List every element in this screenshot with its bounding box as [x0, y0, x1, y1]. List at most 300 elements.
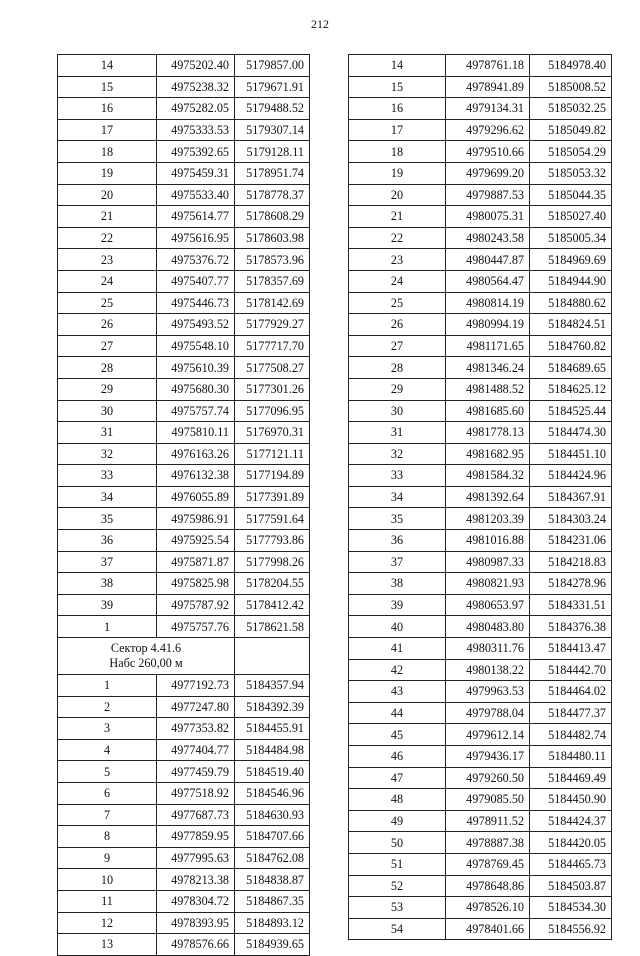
x-coordinate-cell: 4976132.38 — [157, 465, 235, 487]
y-coordinate-cell: 5185054.29 — [530, 141, 612, 163]
sector-depth: Набс 260,00 м — [109, 656, 183, 671]
point-number-cell: 30 — [349, 400, 446, 422]
table-row — [349, 206, 612, 228]
x-coordinate-cell: 4979887.53 — [446, 184, 530, 206]
right-coordinates-table — [348, 54, 612, 940]
y-coordinate-cell: 5184367.91 — [530, 486, 612, 508]
table-row — [349, 119, 612, 141]
table-row — [349, 443, 612, 465]
y-coordinate-cell: 5184484.98 — [235, 739, 310, 761]
x-coordinate-cell: 4975925.54 — [157, 530, 235, 552]
table-row — [349, 227, 612, 249]
point-number-cell: 54 — [349, 918, 446, 940]
y-coordinate-cell: 5177121.11 — [235, 443, 310, 465]
x-coordinate-cell: 4981346.24 — [446, 357, 530, 379]
y-coordinate-cell: 5179307.14 — [235, 119, 310, 141]
point-number-cell: 22 — [58, 227, 157, 249]
point-number-cell: 47 — [349, 767, 446, 789]
point-number-cell: 12 — [58, 912, 157, 934]
y-coordinate-cell: 5184556.92 — [530, 918, 612, 940]
point-number-cell: 29 — [349, 378, 446, 400]
table-row — [349, 810, 612, 832]
table-row — [349, 551, 612, 573]
point-number-cell: 32 — [58, 443, 157, 465]
x-coordinate-cell: 4975376.72 — [157, 249, 235, 271]
x-coordinate-cell: 4975614.77 — [157, 206, 235, 228]
table-row — [58, 292, 310, 314]
table-row — [58, 739, 310, 761]
table-row — [349, 724, 612, 746]
point-number-cell: 28 — [58, 357, 157, 379]
y-coordinate-cell: 5184450.90 — [530, 789, 612, 811]
table-row — [58, 761, 310, 783]
x-coordinate-cell: 4979134.31 — [446, 98, 530, 120]
y-coordinate-cell: 5184525.44 — [530, 400, 612, 422]
table-row — [349, 400, 612, 422]
sector-title: Сектор 4.41.6 — [110, 641, 182, 656]
table-row — [58, 530, 310, 552]
y-coordinate-cell: 5184464.02 — [530, 681, 612, 703]
point-number-cell: 21 — [58, 206, 157, 228]
table-row — [349, 918, 612, 940]
x-coordinate-cell: 4975871.87 — [157, 551, 235, 573]
x-coordinate-cell: 4978761.18 — [446, 55, 530, 77]
point-number-cell: 33 — [349, 465, 446, 487]
x-coordinate-cell: 4979510.66 — [446, 141, 530, 163]
x-coordinate-cell: 4978769.45 — [446, 853, 530, 875]
x-coordinate-cell: 4980447.87 — [446, 249, 530, 271]
x-coordinate-cell: 4979260.50 — [446, 767, 530, 789]
y-coordinate-cell: 5184969.69 — [530, 249, 612, 271]
x-coordinate-cell: 4978393.95 — [157, 912, 235, 934]
x-coordinate-cell: 4977247.80 — [157, 696, 235, 718]
table-row — [58, 422, 310, 444]
y-coordinate-cell: 5184465.73 — [530, 853, 612, 875]
point-number-cell: 20 — [349, 184, 446, 206]
point-number-cell: 16 — [58, 98, 157, 120]
x-coordinate-cell: 4977859.95 — [157, 826, 235, 848]
table-row — [58, 508, 310, 530]
point-number-cell: 50 — [349, 832, 446, 854]
y-coordinate-cell: 5177194.89 — [235, 465, 310, 487]
point-number-cell: 49 — [349, 810, 446, 832]
point-number-cell: 14 — [58, 55, 157, 77]
x-coordinate-cell: 4975986.91 — [157, 508, 235, 530]
table-row — [349, 486, 612, 508]
table-row — [58, 162, 310, 184]
table-row — [58, 55, 310, 77]
y-coordinate-cell: 5178573.96 — [235, 249, 310, 271]
table-row — [349, 746, 612, 768]
table-row — [58, 98, 310, 120]
y-coordinate-cell: 5177391.89 — [235, 486, 310, 508]
x-coordinate-cell: 4980311.76 — [446, 638, 530, 660]
point-number-cell: 20 — [58, 184, 157, 206]
y-coordinate-cell: 5184762.08 — [235, 847, 310, 869]
x-coordinate-cell: 4975616.95 — [157, 227, 235, 249]
x-coordinate-cell: 4979699.20 — [446, 162, 530, 184]
left-coordinates-table — [57, 54, 310, 956]
point-number-cell: 17 — [349, 119, 446, 141]
y-coordinate-cell: 5184477.37 — [530, 702, 612, 724]
x-coordinate-cell: 4976055.89 — [157, 486, 235, 508]
x-coordinate-cell: 4979436.17 — [446, 746, 530, 768]
x-coordinate-cell: 4979296.62 — [446, 119, 530, 141]
y-coordinate-cell: 5184503.87 — [530, 875, 612, 897]
table-row — [58, 934, 310, 956]
table-row — [349, 76, 612, 98]
table-row — [349, 357, 612, 379]
x-coordinate-cell: 4975825.98 — [157, 573, 235, 595]
table-row — [349, 832, 612, 854]
y-coordinate-cell: 5177591.64 — [235, 508, 310, 530]
point-number-cell: 16 — [349, 98, 446, 120]
table-row — [58, 616, 310, 638]
y-coordinate-cell: 5184451.10 — [530, 443, 612, 465]
y-coordinate-cell: 5184442.70 — [530, 659, 612, 681]
table-row — [349, 573, 612, 595]
table-row — [349, 853, 612, 875]
table-row — [349, 681, 612, 703]
x-coordinate-cell: 4978576.66 — [157, 934, 235, 956]
y-coordinate-cell: 5184625.12 — [530, 378, 612, 400]
y-coordinate-cell: 5184824.51 — [530, 314, 612, 336]
table-row — [58, 912, 310, 934]
point-number-cell: 29 — [58, 378, 157, 400]
table-row — [58, 119, 310, 141]
point-number-cell: 19 — [58, 162, 157, 184]
x-coordinate-cell: 4978941.89 — [446, 76, 530, 98]
x-coordinate-cell: 4975202.40 — [157, 55, 235, 77]
x-coordinate-cell: 4980653.97 — [446, 594, 530, 616]
point-number-cell: 35 — [58, 508, 157, 530]
table-row — [58, 783, 310, 805]
table-row — [349, 184, 612, 206]
table-row — [58, 378, 310, 400]
y-coordinate-cell: 5184413.47 — [530, 638, 612, 660]
point-number-cell: 53 — [349, 897, 446, 919]
table-row — [58, 890, 310, 912]
point-number-cell: 17 — [58, 119, 157, 141]
point-number-cell: 24 — [58, 270, 157, 292]
x-coordinate-cell: 4975533.40 — [157, 184, 235, 206]
point-number-cell: 40 — [349, 616, 446, 638]
table-row — [349, 702, 612, 724]
point-number-cell: 14 — [349, 55, 446, 77]
table-row — [349, 335, 612, 357]
point-number-cell: 39 — [349, 594, 446, 616]
y-coordinate-cell: 5184455.91 — [235, 718, 310, 740]
y-coordinate-cell: 5179857.00 — [235, 55, 310, 77]
x-coordinate-cell: 4980821.93 — [446, 573, 530, 595]
point-number-cell: 42 — [349, 659, 446, 681]
x-coordinate-cell: 4978526.10 — [446, 897, 530, 919]
y-coordinate-cell: 5179671.91 — [235, 76, 310, 98]
table-row — [58, 314, 310, 336]
x-coordinate-cell: 4975282.05 — [157, 98, 235, 120]
y-coordinate-cell: 5185005.34 — [530, 227, 612, 249]
table-row — [58, 551, 310, 573]
y-coordinate-cell: 5184880.62 — [530, 292, 612, 314]
table-row — [58, 184, 310, 206]
sector-header-row — [58, 638, 310, 675]
table-row — [58, 847, 310, 869]
table-row — [349, 162, 612, 184]
table-row — [349, 616, 612, 638]
sector-header-cell — [58, 638, 235, 675]
x-coordinate-cell: 4978887.38 — [446, 832, 530, 854]
x-coordinate-cell: 4979788.04 — [446, 702, 530, 724]
point-number-cell: 28 — [349, 357, 446, 379]
table-row — [349, 594, 612, 616]
y-coordinate-cell: 5184707.66 — [235, 826, 310, 848]
table-row — [349, 897, 612, 919]
y-coordinate-cell: 5177793.86 — [235, 530, 310, 552]
x-coordinate-cell: 4975238.32 — [157, 76, 235, 98]
y-coordinate-cell: 5184231.06 — [530, 530, 612, 552]
table-row — [349, 249, 612, 271]
y-coordinate-cell: 5184303.24 — [530, 508, 612, 530]
point-number-cell: 27 — [349, 335, 446, 357]
y-coordinate-cell: 5184760.82 — [530, 335, 612, 357]
table-row — [58, 249, 310, 271]
x-coordinate-cell: 4981488.52 — [446, 378, 530, 400]
table-row — [58, 718, 310, 740]
y-coordinate-cell: 5184939.65 — [235, 934, 310, 956]
y-coordinate-cell: 5184469.49 — [530, 767, 612, 789]
table-row — [349, 767, 612, 789]
table-row — [58, 335, 310, 357]
table-row — [58, 594, 310, 616]
point-number-cell: 26 — [58, 314, 157, 336]
y-coordinate-cell: 5179488.52 — [235, 98, 310, 120]
point-number-cell: 34 — [349, 486, 446, 508]
y-coordinate-cell: 5184546.96 — [235, 783, 310, 805]
point-number-cell: 48 — [349, 789, 446, 811]
table-row — [58, 270, 310, 292]
x-coordinate-cell: 4975493.52 — [157, 314, 235, 336]
table-row — [349, 508, 612, 530]
point-number-cell: 25 — [349, 292, 446, 314]
y-coordinate-cell: 5185027.40 — [530, 206, 612, 228]
table-row — [349, 292, 612, 314]
y-coordinate-cell: 5177508.27 — [235, 357, 310, 379]
point-number-cell: 30 — [58, 400, 157, 422]
point-number-cell: 8 — [58, 826, 157, 848]
point-number-cell: 22 — [349, 227, 446, 249]
table-row — [58, 696, 310, 718]
x-coordinate-cell: 4981682.95 — [446, 443, 530, 465]
table-row — [349, 638, 612, 660]
x-coordinate-cell: 4975757.74 — [157, 400, 235, 422]
point-number-cell: 5 — [58, 761, 157, 783]
x-coordinate-cell: 4977995.63 — [157, 847, 235, 869]
x-coordinate-cell: 4975680.30 — [157, 378, 235, 400]
y-coordinate-cell: 5185008.52 — [530, 76, 612, 98]
x-coordinate-cell: 4975459.31 — [157, 162, 235, 184]
x-coordinate-cell: 4978648.86 — [446, 875, 530, 897]
table-row — [58, 357, 310, 379]
x-coordinate-cell: 4979085.50 — [446, 789, 530, 811]
table-row — [58, 465, 310, 487]
table-row — [349, 141, 612, 163]
point-number-cell: 34 — [58, 486, 157, 508]
table-row — [58, 227, 310, 249]
point-number-cell: 10 — [58, 869, 157, 891]
point-number-cell: 24 — [349, 270, 446, 292]
y-coordinate-cell: 5177929.27 — [235, 314, 310, 336]
y-coordinate-cell: 5184838.87 — [235, 869, 310, 891]
point-number-cell: 25 — [58, 292, 157, 314]
point-number-cell: 19 — [349, 162, 446, 184]
y-coordinate-cell: 5177717.70 — [235, 335, 310, 357]
point-number-cell: 45 — [349, 724, 446, 746]
y-coordinate-cell: 5184376.38 — [530, 616, 612, 638]
y-coordinate-cell: 5185053.32 — [530, 162, 612, 184]
table-row — [58, 206, 310, 228]
y-coordinate-cell: 5177301.26 — [235, 378, 310, 400]
x-coordinate-cell: 4981584.32 — [446, 465, 530, 487]
table-row — [349, 98, 612, 120]
point-number-cell: 32 — [349, 443, 446, 465]
x-coordinate-cell: 4977353.82 — [157, 718, 235, 740]
point-number-cell: 38 — [58, 573, 157, 595]
table-row — [58, 869, 310, 891]
table-row — [349, 789, 612, 811]
x-coordinate-cell: 4978401.66 — [446, 918, 530, 940]
table-row — [58, 400, 310, 422]
y-coordinate-cell: 5176970.31 — [235, 422, 310, 444]
y-coordinate-cell: 5179128.11 — [235, 141, 310, 163]
table-row — [58, 141, 310, 163]
x-coordinate-cell: 4975610.39 — [157, 357, 235, 379]
point-number-cell: 3 — [58, 718, 157, 740]
x-coordinate-cell: 4977404.77 — [157, 739, 235, 761]
point-number-cell: 7 — [58, 804, 157, 826]
x-coordinate-cell: 4981685.60 — [446, 400, 530, 422]
point-number-cell: 46 — [349, 746, 446, 768]
page-number: 212 — [311, 17, 329, 31]
table-row — [58, 573, 310, 595]
left-table-group-2 — [58, 675, 310, 956]
sector-header-empty-cell — [235, 638, 310, 675]
x-coordinate-cell: 4980243.58 — [446, 227, 530, 249]
table-row — [349, 875, 612, 897]
x-coordinate-cell: 4975392.65 — [157, 141, 235, 163]
table-row — [349, 659, 612, 681]
y-coordinate-cell: 5178951.74 — [235, 162, 310, 184]
y-coordinate-cell: 5178778.37 — [235, 184, 310, 206]
y-coordinate-cell: 5184424.96 — [530, 465, 612, 487]
x-coordinate-cell: 4975787.92 — [157, 594, 235, 616]
table-row — [349, 378, 612, 400]
point-number-cell: 23 — [58, 249, 157, 271]
y-coordinate-cell: 5184218.83 — [530, 551, 612, 573]
x-coordinate-cell: 4977459.79 — [157, 761, 235, 783]
point-number-cell: 41 — [349, 638, 446, 660]
y-coordinate-cell: 5184978.40 — [530, 55, 612, 77]
point-number-cell: 9 — [58, 847, 157, 869]
y-coordinate-cell: 5184630.93 — [235, 804, 310, 826]
y-coordinate-cell: 5178603.98 — [235, 227, 310, 249]
table-row — [349, 314, 612, 336]
point-number-cell: 39 — [58, 594, 157, 616]
y-coordinate-cell: 5184482.74 — [530, 724, 612, 746]
point-number-cell: 35 — [349, 508, 446, 530]
sector-header-group — [58, 638, 310, 675]
point-number-cell: 11 — [58, 890, 157, 912]
y-coordinate-cell: 5184534.30 — [530, 897, 612, 919]
x-coordinate-cell: 4980814.19 — [446, 292, 530, 314]
table-row — [58, 675, 310, 697]
x-coordinate-cell: 4980987.33 — [446, 551, 530, 573]
point-number-cell: 52 — [349, 875, 446, 897]
y-coordinate-cell: 5178357.69 — [235, 270, 310, 292]
x-coordinate-cell: 4980075.31 — [446, 206, 530, 228]
y-coordinate-cell: 5178621.58 — [235, 616, 310, 638]
y-coordinate-cell: 5184278.96 — [530, 573, 612, 595]
y-coordinate-cell: 5184474.30 — [530, 422, 612, 444]
table-row — [349, 530, 612, 552]
table-row — [58, 826, 310, 848]
x-coordinate-cell: 4981016.88 — [446, 530, 530, 552]
y-coordinate-cell: 5184893.12 — [235, 912, 310, 934]
point-number-cell: 15 — [58, 76, 157, 98]
x-coordinate-cell: 4977192.73 — [157, 675, 235, 697]
x-coordinate-cell: 4981778.13 — [446, 422, 530, 444]
y-coordinate-cell: 5184331.51 — [530, 594, 612, 616]
y-coordinate-cell: 5184420.05 — [530, 832, 612, 854]
x-coordinate-cell: 4975333.53 — [157, 119, 235, 141]
x-coordinate-cell: 4975548.10 — [157, 335, 235, 357]
point-number-cell: 33 — [58, 465, 157, 487]
x-coordinate-cell: 4978911.52 — [446, 810, 530, 832]
y-coordinate-cell: 5184689.65 — [530, 357, 612, 379]
table-row — [349, 465, 612, 487]
point-number-cell: 31 — [58, 422, 157, 444]
y-coordinate-cell: 5184424.37 — [530, 810, 612, 832]
point-number-cell: 2 — [58, 696, 157, 718]
point-number-cell: 6 — [58, 783, 157, 805]
point-number-cell: 37 — [58, 551, 157, 573]
y-coordinate-cell: 5184944.90 — [530, 270, 612, 292]
y-coordinate-cell: 5184519.40 — [235, 761, 310, 783]
x-coordinate-cell: 4977518.92 — [157, 783, 235, 805]
x-coordinate-cell: 4979612.14 — [446, 724, 530, 746]
point-number-cell: 18 — [58, 141, 157, 163]
y-coordinate-cell: 5178204.55 — [235, 573, 310, 595]
y-coordinate-cell: 5177096.95 — [235, 400, 310, 422]
y-coordinate-cell: 5185044.35 — [530, 184, 612, 206]
table-row — [349, 422, 612, 444]
point-number-cell: 23 — [349, 249, 446, 271]
y-coordinate-cell: 5184480.11 — [530, 746, 612, 768]
point-number-cell: 4 — [58, 739, 157, 761]
x-coordinate-cell: 4981203.39 — [446, 508, 530, 530]
table-row — [349, 270, 612, 292]
x-coordinate-cell: 4975810.11 — [157, 422, 235, 444]
point-number-cell: 38 — [349, 573, 446, 595]
y-coordinate-cell: 5185049.82 — [530, 119, 612, 141]
point-number-cell: 21 — [349, 206, 446, 228]
y-coordinate-cell: 5178608.29 — [235, 206, 310, 228]
y-coordinate-cell: 5177998.26 — [235, 551, 310, 573]
point-number-cell: 44 — [349, 702, 446, 724]
table-row — [349, 55, 612, 77]
x-coordinate-cell: 4981392.64 — [446, 486, 530, 508]
table-row — [58, 804, 310, 826]
x-coordinate-cell: 4975407.77 — [157, 270, 235, 292]
